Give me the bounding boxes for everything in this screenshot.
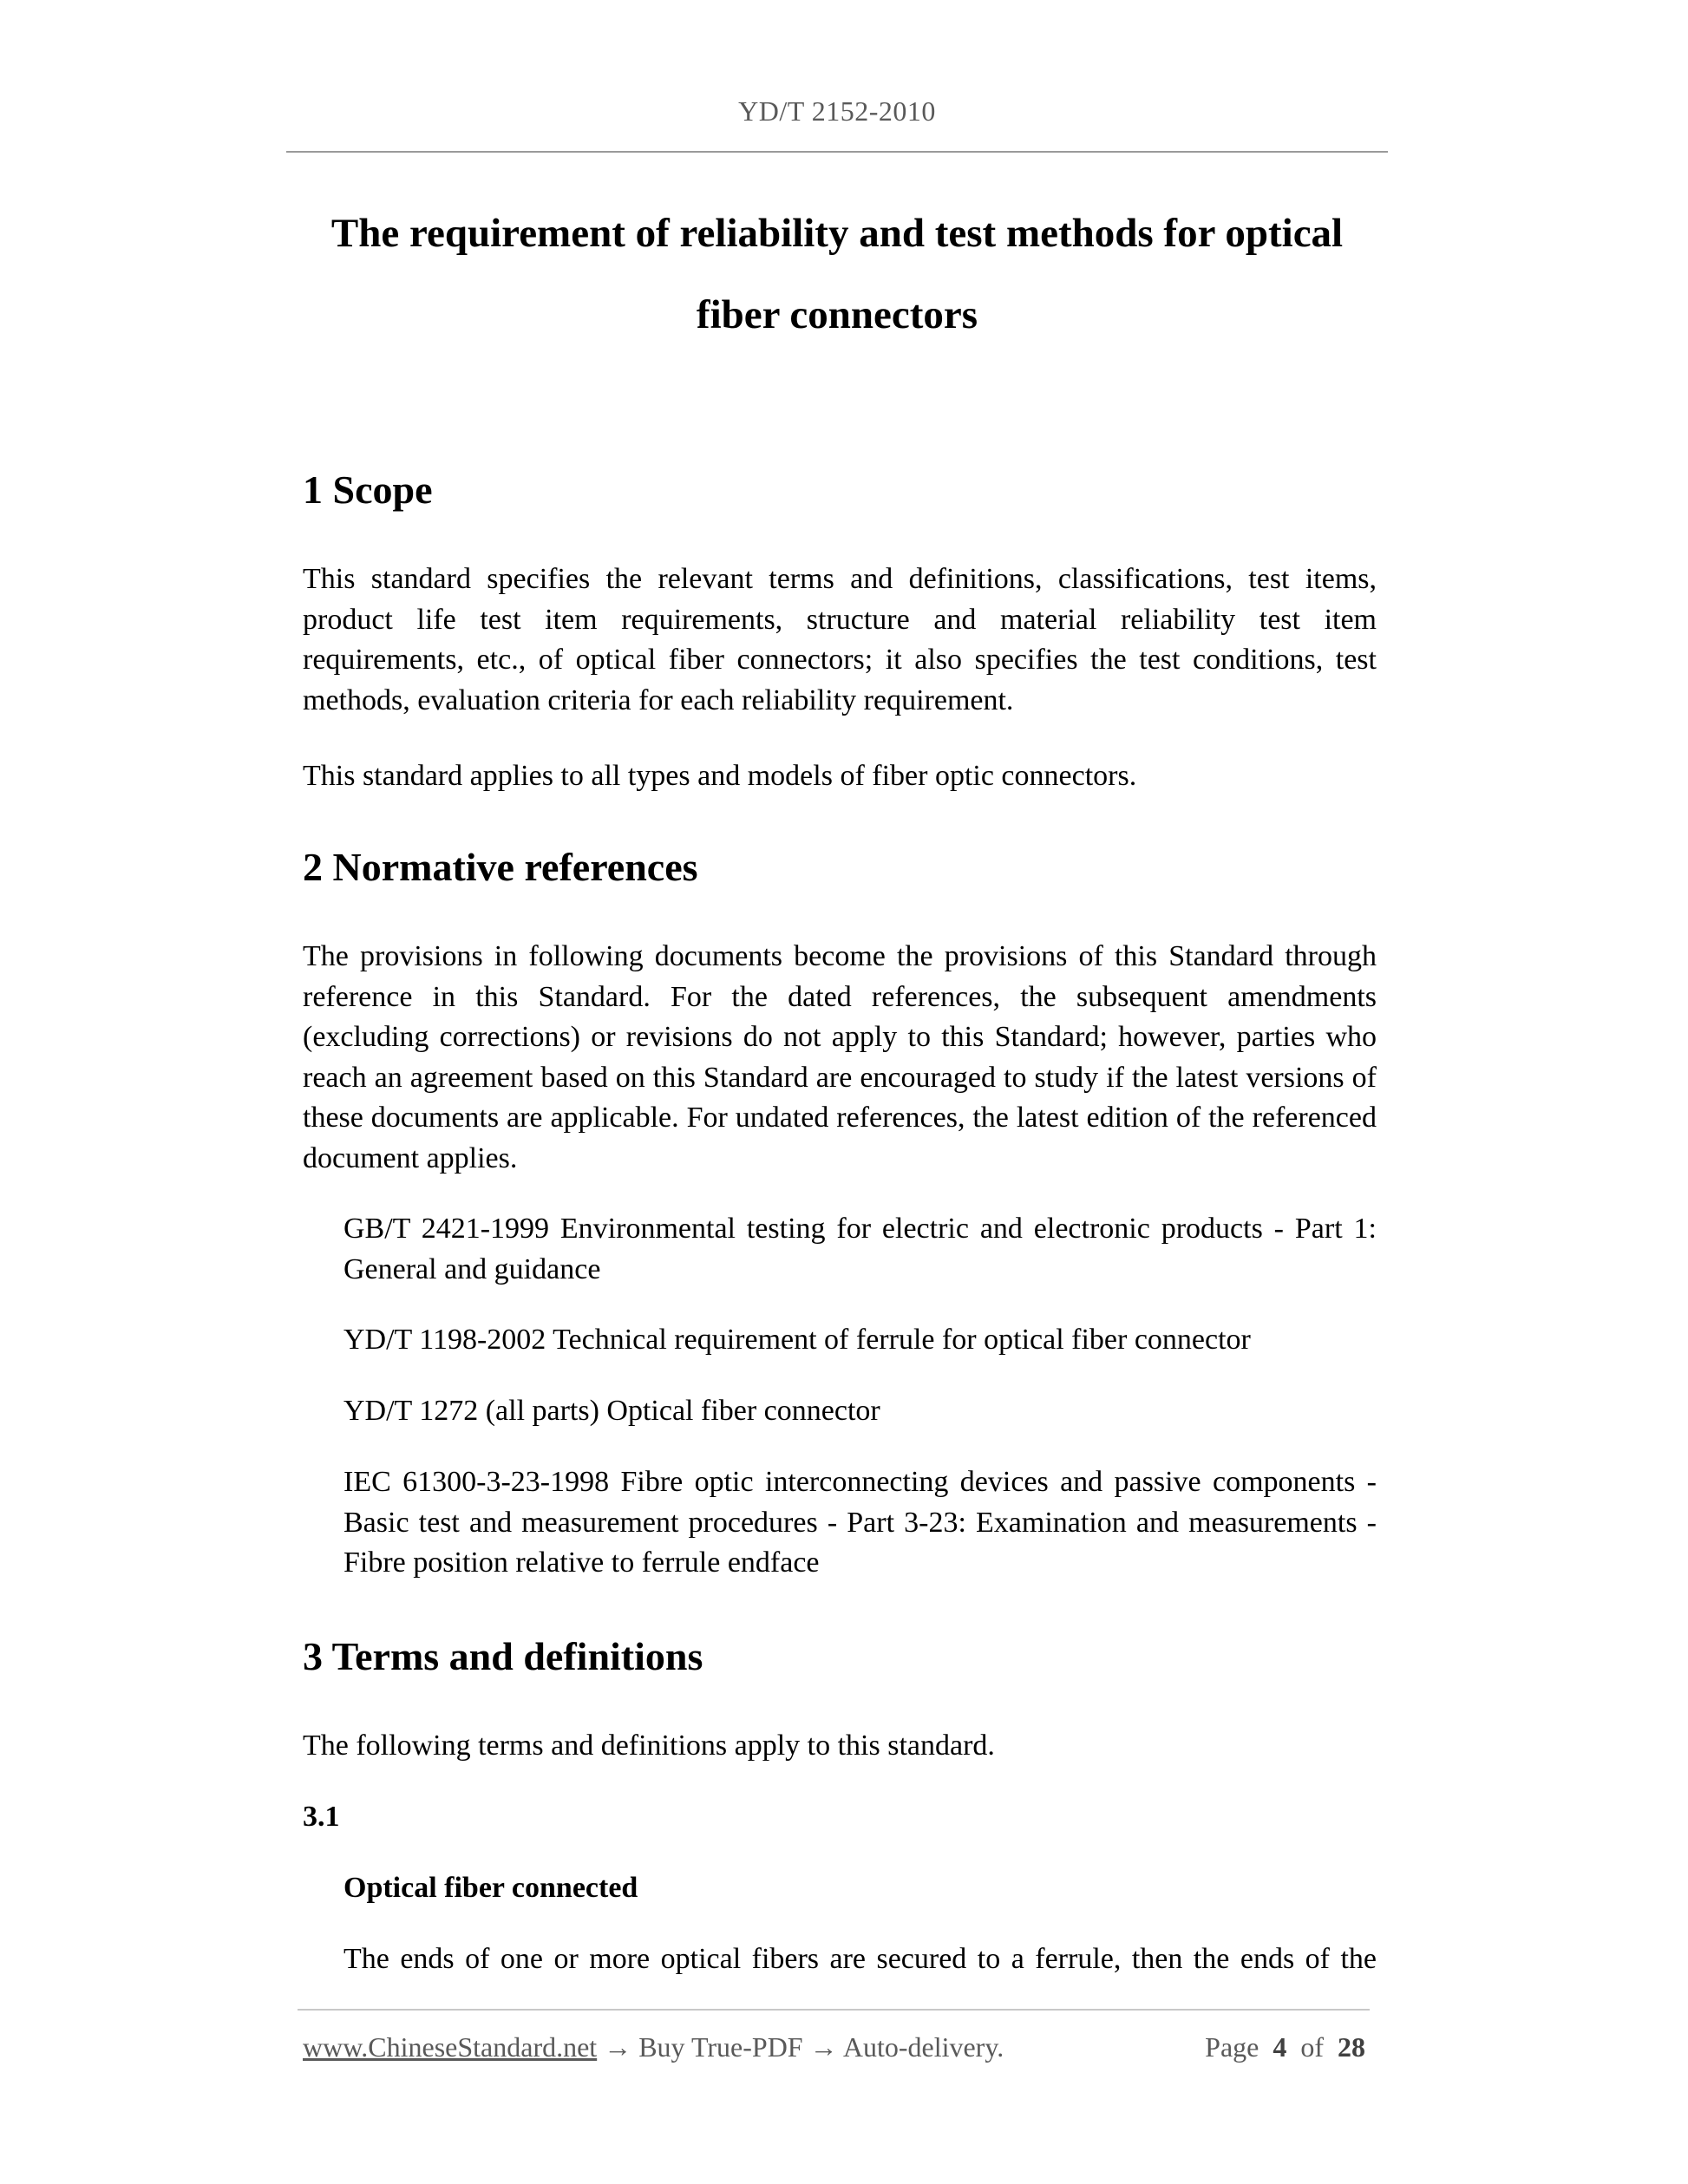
header-divider [286, 151, 1388, 153]
reference-item-ydt-1272: YD/T 1272 (all parts) Optical fiber connector [343, 1395, 880, 1427]
reference-item-iec-61300: IEC 61300-3-23-1998 Fibre optic interconnecting devices and passive components - Basic test and measurement procedures - Part 3-23: Examination and measurements - Fibre position relative to ferrule endface [343, 1466, 1377, 1579]
page-total: 28 [1338, 2031, 1365, 2063]
page-number [1205, 2026, 1365, 2068]
normative-paragraph-1: The provisions in following documents become the provisions of this Standard through reference in this Standard. For the dated references, the subsequent amendments (excluding corrections) or revisions do not apply to this Standard; however, parties who reach an agreement based on this Standard are encouraged to study if the latest versions of these documents are applicable. For undated references, the latest edition of the referenced document applies. [303, 940, 1377, 1174]
reference-item-ydt-1198: YD/T 1198-2002 Technical requirement of ferrule for optical fiber connector [343, 1324, 1251, 1356]
page-of-label: of [1300, 2031, 1324, 2063]
chinesestandard-link[interactable]: www.ChineseStandard.net [303, 2031, 598, 2063]
terms-intro-paragraph: The following terms and definitions apply to this standard. [303, 1730, 995, 1762]
scope-paragraph-2: This standard applies to all types and models of fiber optic connectors. [303, 760, 1137, 792]
section-heading-terms-definitions: 3 Terms and definitions [303, 1634, 703, 1678]
document-title-line-1: The requirement of reliability and test methods for optical [330, 211, 1344, 256]
document-title [286, 193, 1388, 356]
section-heading-scope: 1 Scope [303, 468, 433, 512]
arrow-right-icon: → [604, 2031, 632, 2063]
arrow-right-icon: → [809, 2031, 838, 2063]
buy-true-pdf-text: Buy True-PDF [638, 2031, 803, 2063]
reference-item-gbt-2421: GB/T 2421-1999 Environmental testing for electric and electronic products - Part 1: General and guidance [343, 1213, 1377, 1285]
running-header: YD/T 2152-2010 [738, 95, 936, 127]
term-name: Optical fiber connected [343, 1872, 638, 1904]
footer-divider [298, 2009, 1370, 2011]
section-heading-normative-references: 2 Normative references [303, 845, 698, 889]
auto-delivery-text: Auto-delivery. [842, 2031, 1004, 2063]
document-title-line-2: fiber connectors [696, 292, 978, 337]
term-definition: The ends of one or more optical fibers are secured to a ferrule, then the ends of the [343, 1943, 1377, 1975]
page-current: 4 [1273, 2031, 1287, 2063]
scope-paragraph-1: This standard specifies the relevant terms and definitions, classifications, test items, product life test item requirements, structure and material reliability test item requirements, etc., of optical fiber connectors; it also specifies the test conditions, test methods, evaluation criteria for each reliability requirement. [303, 563, 1377, 716]
page-footer [303, 2026, 1370, 2068]
page-label: Page [1205, 2031, 1259, 2063]
clause-number-3-1: 3.1 [303, 1801, 340, 1833]
